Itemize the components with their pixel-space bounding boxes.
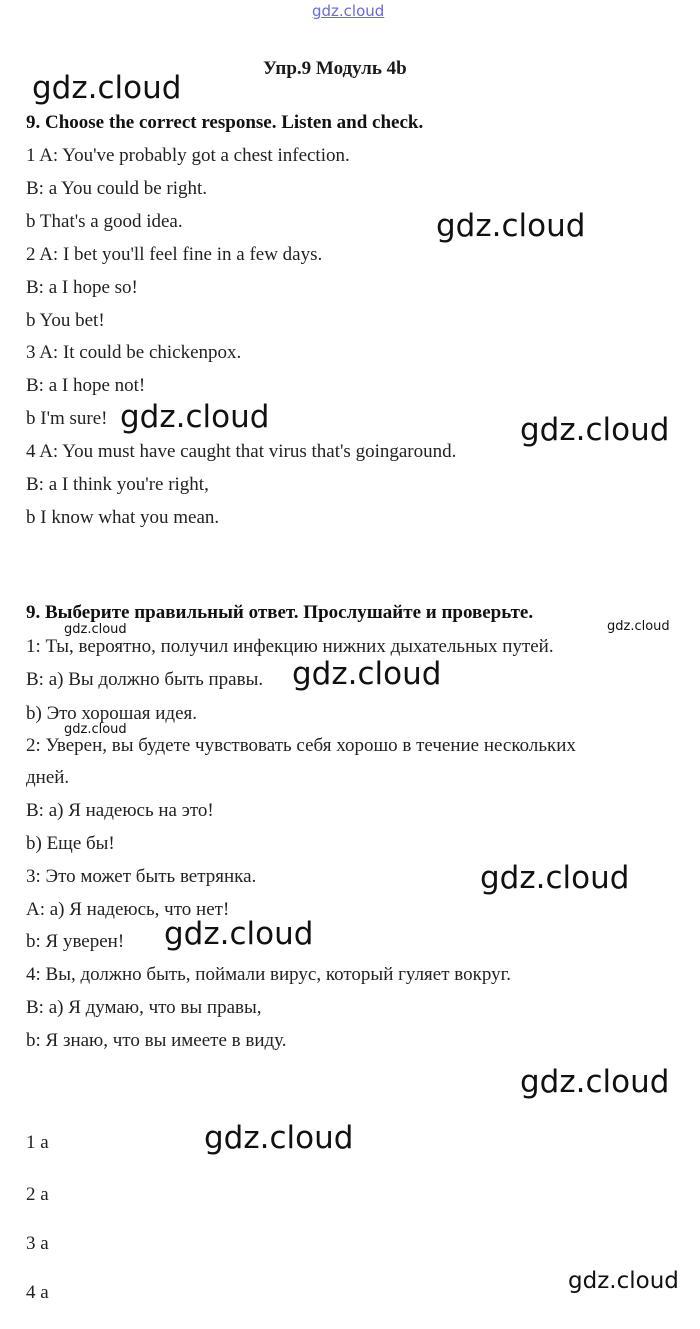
answer-item: 1 a [26,1132,49,1153]
english-line: b I'm sure! [26,408,108,429]
russian-line: дней. [26,767,70,788]
english-line: 4 A: You must have caught that virus that's goingaround. [26,441,457,462]
watermark: gdz.cloud [204,1120,354,1156]
english-line: B: a I hope so! [26,277,138,298]
english-line: 1 A: You've probably got a chest infection. [26,145,350,166]
russian-line: B: а) Я думаю, что вы правы, [26,997,262,1018]
watermark: gdz.cloud [164,916,314,952]
russian-line: b: Я уверен! [26,931,125,952]
english-line: b That's a good idea. [26,211,183,232]
english-line: b You bet! [26,310,105,331]
english-line: B: a You could be right. [26,178,208,199]
page-title: Упр.9 Модуль 4b [263,58,407,79]
english-line: 3 A: It could be chickenpox. [26,342,242,363]
watermark: gdz.cloud [120,399,270,435]
watermark: gdz.cloud [292,656,442,692]
watermark: gdz.cloud [32,70,182,106]
english-line: B: a I hope not! [26,375,146,396]
russian-heading: 9. Выберите правильный ответ. Прослушайте и проверьте. [26,602,534,623]
watermark-small: gdz.cloud [64,622,127,637]
watermark: gdz.cloud [520,412,670,448]
russian-line: A: а) Я надеюсь, что нет! [26,899,230,920]
russian-line: B: а) Вы должно быть правы. [26,669,264,690]
watermark-small: gdz.cloud [64,722,127,737]
english-line: 2 A: I bet you'll feel fine in a few days. [26,244,323,265]
russian-line: 2: Уверен, вы будете чувствовать себя хорошо в течение нескольких [26,735,576,756]
russian-line: b) Еще бы! [26,833,115,854]
english-heading: 9. Choose the correct response. Listen and check. [26,112,424,133]
watermark: gdz.cloud [568,1268,679,1294]
answer-item: 3 a [26,1233,49,1254]
watermark: gdz.cloud [436,208,586,244]
answer-item: 2 a [26,1184,49,1205]
russian-line: b: Я знаю, что вы имеете в виду. [26,1030,287,1051]
answer-item: 4 a [26,1282,49,1303]
russian-line: b) Это хорошая идея. [26,703,198,724]
russian-line: 3: Это может быть ветрянка. [26,866,257,887]
russian-line: 1: Ты, вероятно, получил инфекцию нижних дыхательных путей. [26,636,554,657]
russian-line: B: а) Я надеюсь на это! [26,800,214,821]
english-line: B: a I think you're right, [26,474,209,495]
watermark-small: gdz.cloud [607,619,670,634]
english-line: b I know what you mean. [26,507,220,528]
watermark: gdz.cloud [480,860,630,896]
watermark: gdz.cloud [520,1064,670,1100]
header-watermark: gdz.cloud [312,2,385,20]
russian-line: 4: Вы, должно быть, поймали вирус, который гуляет вокруг. [26,964,512,985]
